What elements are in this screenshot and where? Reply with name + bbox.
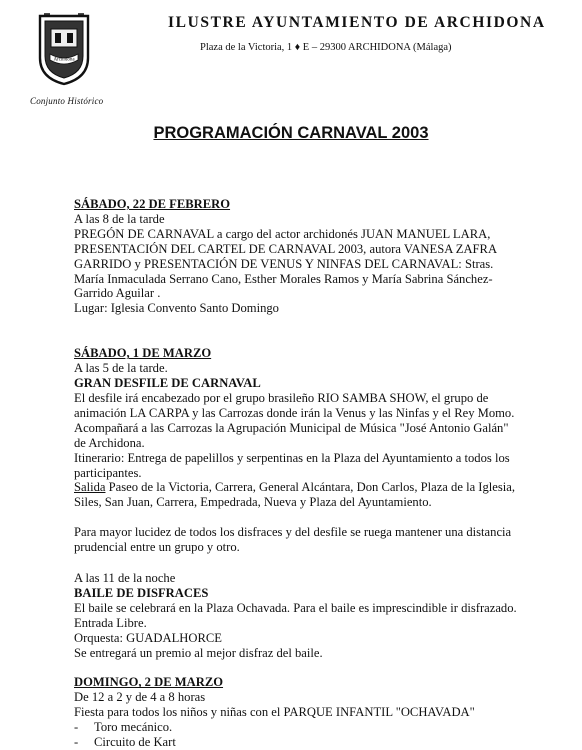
note-line: prudencial entre un grupo y otro. (74, 540, 240, 555)
event-subtitle: BAILE DE DISFRACES (74, 585, 209, 600)
event-subtitle: GRAN DESFILE DE CARNAVAL (74, 376, 261, 391)
event-time: A las 5 de la tarde. (74, 361, 168, 376)
event-line: de Archidona. (74, 435, 145, 450)
event-line: Garrido Aguilar . (74, 286, 161, 301)
event-time: A las 11 de la noche (74, 571, 176, 586)
event-line: Fiesta para todos los niños y niñas con el PARQUE INFANTIL "OCHAVADA" (74, 705, 475, 720)
event-line: Itinerario: Entrega de papelillos y serpentinas en la Plaza del Ayuntamiento a todos los (74, 450, 510, 465)
coat-of-arms-logo (36, 12, 92, 86)
salida-label: Salida (74, 480, 106, 495)
event-line: El baile se celebrará en la Plaza Ochavada. Para el baile es imprescindible ir disfrazado. (74, 600, 517, 615)
event-line: El desfile irá encabezado por el grupo brasileño RIO SAMBA SHOW, el grupo de (74, 390, 489, 405)
list-item-text: Circuito de Kart (94, 735, 176, 750)
event-line: Entrada Libre. (74, 615, 147, 630)
bullet-marker: - (74, 720, 79, 735)
event-line: PRESENTACIÓN DEL CARTEL DE CARNAVAL 2003, autora VANESA ZAFRA (74, 241, 498, 256)
day-heading: SÁBADO, 22 DE FEBRERO (74, 197, 231, 211)
route-line (74, 480, 554, 495)
event-line: Acompañará a las Carrozas la Agrupación Municipal de Música "José Antonio Galán" (74, 420, 509, 435)
crest-caption: Conjunto Histórico (30, 96, 104, 106)
day-heading: SÁBADO, 1 DE MARZO (74, 346, 212, 361)
event-line: animación LA CARPA y las Carrozas donde irán la Venus y las Ninfas y el Rey Momo. (74, 405, 515, 420)
organization-address: Plaza de la Victoria, 1 ♦ E – 29300 ARCHIDONA (Málaga) (200, 42, 452, 53)
note-line: Para mayor lucidez de todos los disfraces y del desfile se ruega mantener una distancia (74, 525, 512, 540)
organization-title: ILUSTRE AYUNTAMIENTO DE ARCHIDONA (168, 14, 546, 31)
list-item-text: Toro mecánico. (94, 720, 173, 735)
route-text: Paseo de la Victoria, Carrera, General Alcántara, Don Carlos, Plaza de la Iglesia, (105, 480, 516, 495)
list-item (74, 720, 554, 735)
route-line: Siles, San Juan, Carrera, Empedrada, Nueva y Plaza del Ayuntamiento. (74, 495, 432, 510)
crest-banner-text: Archidona (53, 57, 75, 63)
section-domingo-2-marzo (74, 675, 554, 750)
event-line: María Inmaculada Serrano Cano, Esther Morales Ramos y María Sabrina Sánchez- (74, 271, 493, 286)
event-location: Lugar: Iglesia Convento Santo Domingo (74, 301, 279, 316)
event-line: A las 8 de la tarde (74, 211, 165, 226)
event-line: GARRIDO y PRESENTACIÓN DE VENUS Y NINFAS DEL CARNAVAL: Stras. (74, 256, 494, 271)
activity-list (74, 720, 554, 750)
program-content (74, 197, 554, 750)
event-line: participantes. (74, 465, 142, 480)
event-time: De 12 a 2 y de 4 a 8 horas (74, 690, 206, 705)
event-line: Orquesta: GUADALHORCE (74, 630, 222, 645)
day-heading: DOMINGO, 2 DE MARZO (74, 675, 224, 690)
event-line: PREGÓN DE CARNAVAL a cargo del actor archidonés JUAN MANUEL LARA, (74, 226, 491, 241)
bullet-marker: - (74, 735, 79, 750)
document-title: PROGRAMACIÓN CARNAVAL 2003 (153, 124, 429, 142)
event-line: Se entregará un premio al mejor disfraz del baile. (74, 645, 323, 660)
section-sabado-1-marzo (74, 346, 554, 660)
section-sabado-22-febrero (74, 197, 554, 316)
